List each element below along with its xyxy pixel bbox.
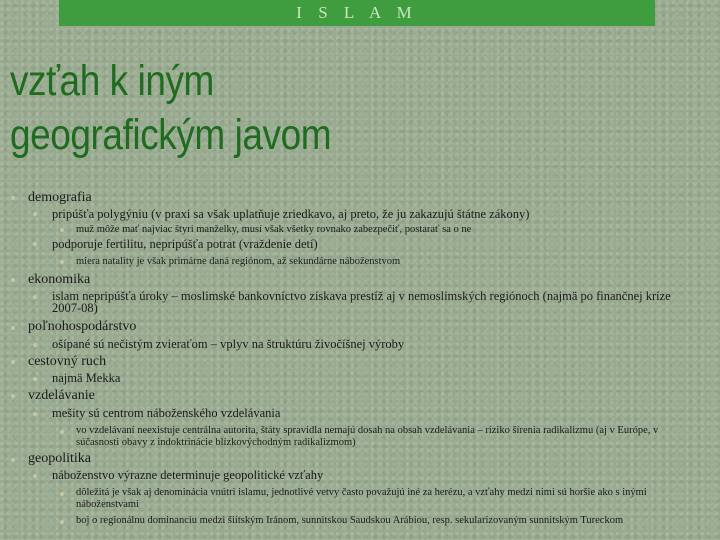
bullet-icon	[60, 430, 64, 434]
outline-item-polnohospodarstvo: poľnohospodárstvo	[28, 319, 137, 334]
bullet-icon	[33, 412, 37, 416]
bullet-icon	[60, 228, 64, 232]
outline-subitem: islam nepripúšťa úroky – moslimské bankovníctvo získava prestíž aj v nemoslimských regiónoch (najmä po finančnej kríze 2007-08)	[52, 289, 671, 315]
outline-item-geopolitika: geopolitika	[28, 451, 91, 466]
outline-subitem: podporuje fertilitu, nepripúšťa potrat (vraždenie detí)	[52, 237, 318, 251]
outline-item-demografia: demografia	[28, 190, 92, 205]
bullet-icon	[33, 212, 37, 216]
bullet-icon	[33, 343, 37, 347]
bullet-icon	[33, 377, 37, 381]
outline-subitem: najmä Mekka	[52, 371, 121, 385]
bullet-icon	[33, 474, 37, 478]
header-bar	[59, 0, 655, 26]
bullet-icon	[60, 520, 64, 524]
slide-title-line1: vzťah k iným	[10, 57, 214, 105]
bullet-icon	[11, 394, 15, 398]
outline-detail: vo vzdelávaní neexistuje centrálna autorita, štáty spravidla nemajú dosah na obsah vzdelávania – riziko šírenia radikalizmu (aj v Európe, v súčasnosti obavy z indoktrinácie blízkovýchodným radikalizmom)	[76, 425, 659, 448]
outline-subitem: pripúšťa polygýniu (v praxi sa však uplatňuje zriedkavo, aj preto, že ju zakazujú štátne zákony)	[52, 207, 530, 221]
bullet-icon	[33, 242, 37, 246]
bullet-icon	[33, 295, 37, 299]
outline-detail: boj o regionálnu dominanciu medzi šiítským Iránom, sunnitskou Saudskou Arábiou, resp. sekularizovaným sunnitským Tureckom	[76, 515, 624, 526]
bullet-icon	[60, 492, 64, 496]
outline-subitem: mešity sú centrom náboženského vzdelávania	[52, 406, 281, 420]
bullet-icon	[11, 458, 15, 462]
bullet-icon	[11, 196, 15, 200]
bullet-icon	[60, 260, 64, 264]
outline-subitem: ošípané sú nečistým zvieraťom – vplyv na štruktúru živočíšnej výroby	[52, 337, 405, 351]
outline-item-vzdelavanie: vzdelávanie	[28, 388, 95, 403]
bullet-icon	[11, 326, 15, 330]
outline-detail: muž môže mať najviac štyri manželky, musí však všetky rovnako zabezpečiť, postarať sa o ne	[76, 224, 472, 235]
header-title: I S L A M	[296, 3, 418, 22]
outline-subitem: náboženstvo výrazne determinuje geopolitické vzťahy	[52, 468, 324, 482]
outline-item-cestovny-ruch: cestovný ruch	[28, 354, 107, 369]
slide-title-line2: geografickým javom	[10, 111, 332, 159]
outline-detail: dôležitá je však aj denominácia vnútri islamu, jednotlivé vetvy často považujú iné za herézu, a vzťahy medzi nimi sú horšie ako s inými náboženstvami	[76, 487, 647, 510]
bullet-icon	[11, 278, 15, 282]
outline-item-ekonomika: ekonomika	[28, 272, 91, 287]
bullet-icon	[11, 360, 15, 364]
slide-title	[10, 54, 603, 162]
outline-detail: miera natality je však primárne daná regiónom, až sekundárne náboženstvom	[76, 256, 401, 267]
